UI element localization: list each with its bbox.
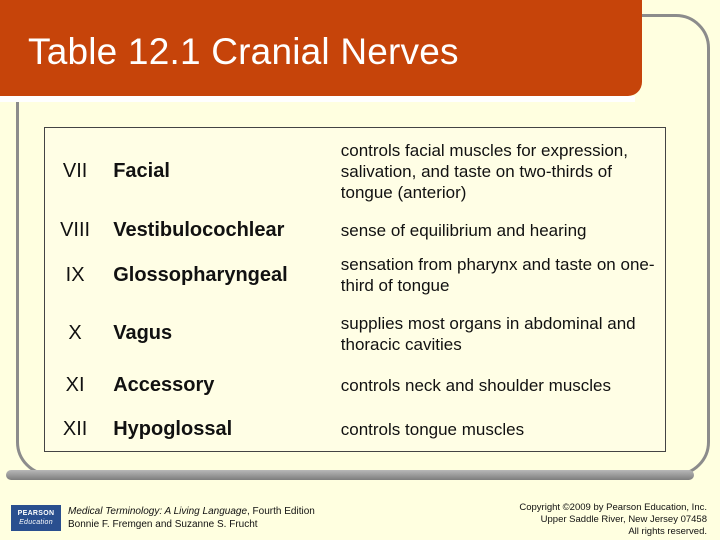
book-edition: , Fourth Edition xyxy=(247,506,315,517)
logo-sub: Education xyxy=(19,519,53,526)
title-bar xyxy=(0,0,642,96)
cranial-nerves-table xyxy=(44,127,666,452)
nerve-number: X xyxy=(68,322,82,344)
book-title: Medical Terminology: A Living Language xyxy=(68,506,247,517)
slide-bottom-bar xyxy=(6,470,694,480)
book-citation xyxy=(68,505,315,531)
nerve-number: IX xyxy=(65,263,85,286)
nerve-number: XII xyxy=(62,417,88,440)
nerve-name: Accessory xyxy=(113,373,215,396)
nerve-description: controls neck and shoulder muscles xyxy=(340,375,612,395)
copyright-line: Copyright ©2009 by Pearson Education, Inc. xyxy=(519,502,707,513)
table-row xyxy=(45,304,666,363)
copyright-line: All rights reserved. xyxy=(628,526,707,537)
table-row xyxy=(45,363,666,407)
nerve-description: sensation from pharynx and taste on one-third of tongue xyxy=(340,255,655,295)
nerve-name: Facial xyxy=(113,159,170,182)
nerve-description: controls tongue muscles xyxy=(340,419,525,439)
nerve-name: Vestibulocochlear xyxy=(113,218,285,241)
copyright-line: Upper Saddle River, New Jersey 07458 xyxy=(540,514,707,525)
nerve-number: VII xyxy=(62,159,88,182)
nerve-name: Glossopharyngeal xyxy=(113,263,288,286)
nerve-name: Vagus xyxy=(113,322,173,344)
nerve-number: XI xyxy=(65,373,85,396)
table-row xyxy=(45,246,666,304)
table-row xyxy=(45,214,666,246)
logo-brand: PEARSON xyxy=(17,510,55,517)
nerve-description: supplies most organs in abdominal and thoracic cavities xyxy=(340,313,636,354)
nerve-description: controls facial muscles for expression, salivation, and taste on two-thirds of tongue (anterior) xyxy=(340,140,628,202)
pearson-logo xyxy=(11,505,61,531)
nerve-number: VIII xyxy=(60,218,91,241)
book-authors: Bonnie F. Fremgen and Suzanne S. Frucht xyxy=(68,519,258,530)
table-row xyxy=(45,407,666,452)
slide-title: Table 12.1 Cranial Nerves xyxy=(28,31,459,72)
title-underline xyxy=(0,96,635,102)
copyright-notice xyxy=(519,502,707,538)
nerve-name: Hypoglossal xyxy=(113,417,233,440)
nerve-description: sense of equilibrium and hearing xyxy=(340,220,587,240)
table-row xyxy=(45,128,666,215)
